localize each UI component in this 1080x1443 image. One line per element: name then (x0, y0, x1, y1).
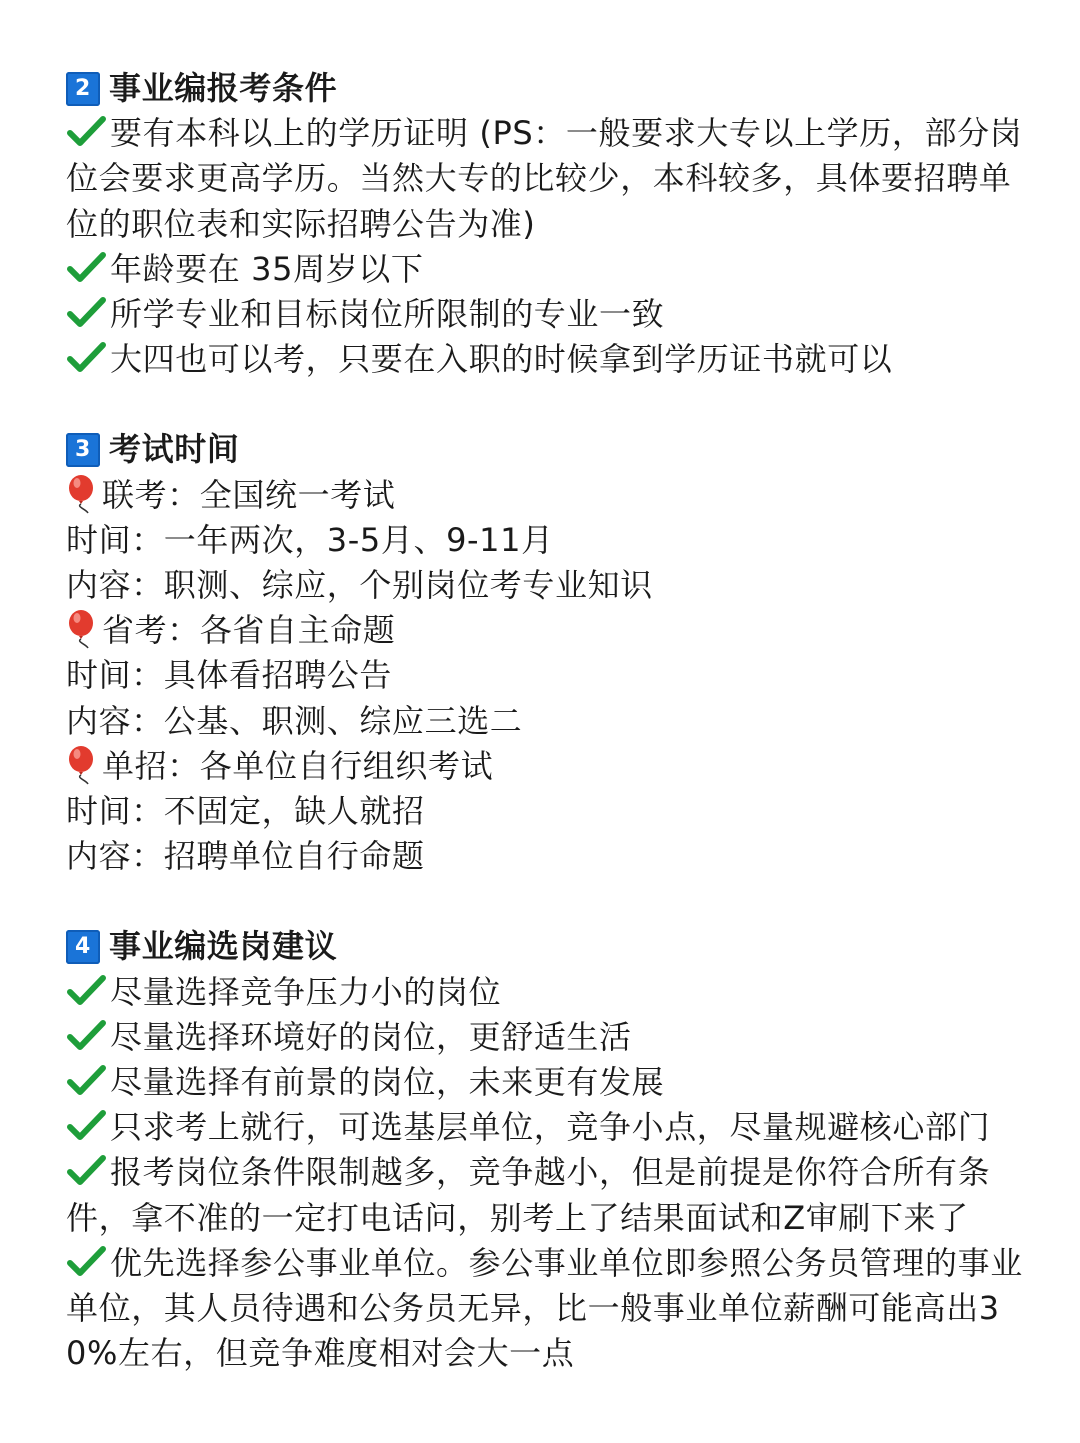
check-mark-icon (66, 251, 106, 285)
section-title: 事业编报考条件 (109, 69, 338, 107)
section-title: 事业编选岗建议 (109, 927, 338, 966)
list-item (66, 292, 1026, 337)
check-mark-icon (66, 1019, 106, 1053)
exam-time-text: 时间：具体看招聘公告 (66, 656, 393, 695)
section-position-advice (66, 924, 1026, 1376)
list-item (66, 1150, 1026, 1240)
check-mark-icon (66, 1245, 106, 1279)
list-item (66, 1105, 1026, 1150)
check-mark-icon (66, 296, 106, 330)
check-mark-icon (66, 1154, 106, 1188)
exam-content-text: 内容：招聘单位自行命题 (66, 837, 425, 876)
exam-type-label (66, 744, 1026, 789)
exam-type-text: 省考：各省自主命题 (102, 611, 396, 650)
exam-type-text: 联考：全国统一考试 (102, 475, 396, 514)
note-page (66, 66, 1026, 1376)
section-title: 考试时间 (109, 430, 240, 469)
exam-type-label (66, 608, 1026, 653)
list-item-text: 大四也可以考，只要在入职的时候拿到学历证书就可以 (110, 340, 893, 379)
list-item (66, 337, 1026, 382)
list-item (66, 247, 1026, 292)
section-heading (66, 66, 1026, 111)
list-item (66, 1060, 1026, 1105)
list-item-text: 优先选择参公事业单位。参公事业单位即参照公务员管理的事业单位，其人员待遇和公务员无异，比一般事业单位薪酬可能高出30%左右，但竞争难度相对会大一点 (66, 1243, 1023, 1373)
check-mark-icon (66, 341, 106, 375)
list-item-text: 报考岗位条件限制越多，竞争越小，但是前提是你符合所有条件，拿不准的一定打电话问，别考上了结果面试和Z审刷下来了 (66, 1153, 991, 1237)
exam-time-text: 时间：一年两次，3-5月、9-11月 (66, 520, 554, 559)
exam-content-text: 内容：职测、综应，个别岗位考专业知识 (66, 566, 653, 605)
list-item-text: 所学专业和目标岗位所限制的专业一致 (110, 295, 665, 334)
balloon-icon (66, 474, 100, 514)
balloon-icon (66, 745, 100, 785)
exam-type-label (66, 473, 1026, 518)
exam-time-text: 时间：不固定，缺人就招 (66, 792, 425, 831)
exam-type-text: 单招：各单位自行组织考试 (102, 746, 494, 785)
list-item-text: 只求考上就行，可选基层单位，竞争小点，尽量规避核心部门 (110, 1108, 991, 1147)
list-item-text: 要有本科以上的学历证明 (PS：一般要求大专以上学历，部分岗位会要求更高学历。当然大专的比较少，本科较多，具体要招聘单位的职位表和实际招聘公告为准) (66, 114, 1023, 243)
section-heading (66, 924, 1026, 969)
check-mark-icon (66, 974, 106, 1008)
list-item (66, 1241, 1026, 1377)
section-heading (66, 427, 1026, 472)
section-exam-time (66, 427, 1026, 879)
section-requirements (66, 66, 1026, 382)
list-item (66, 1015, 1026, 1060)
list-item-text: 年龄要在 35周岁以下 (110, 249, 424, 288)
list-item-text: 尽量选择竞争压力小的岗位 (110, 972, 502, 1011)
exam-content-text: 内容：公基、职测、综应三选二 (66, 701, 523, 740)
number-4-icon: 4 (66, 930, 100, 964)
list-item (66, 970, 1026, 1015)
check-mark-icon (66, 1109, 106, 1143)
check-mark-icon (66, 115, 106, 149)
number-3-icon: 3 (66, 433, 100, 467)
check-mark-icon (66, 1064, 106, 1098)
balloon-icon (66, 609, 100, 649)
number-2-icon: 2 (66, 72, 100, 106)
list-item-text: 尽量选择有前景的岗位，未来更有发展 (110, 1063, 665, 1102)
list-item-text: 尽量选择环境好的岗位，更舒适生活 (110, 1017, 632, 1056)
list-item (66, 111, 1026, 247)
